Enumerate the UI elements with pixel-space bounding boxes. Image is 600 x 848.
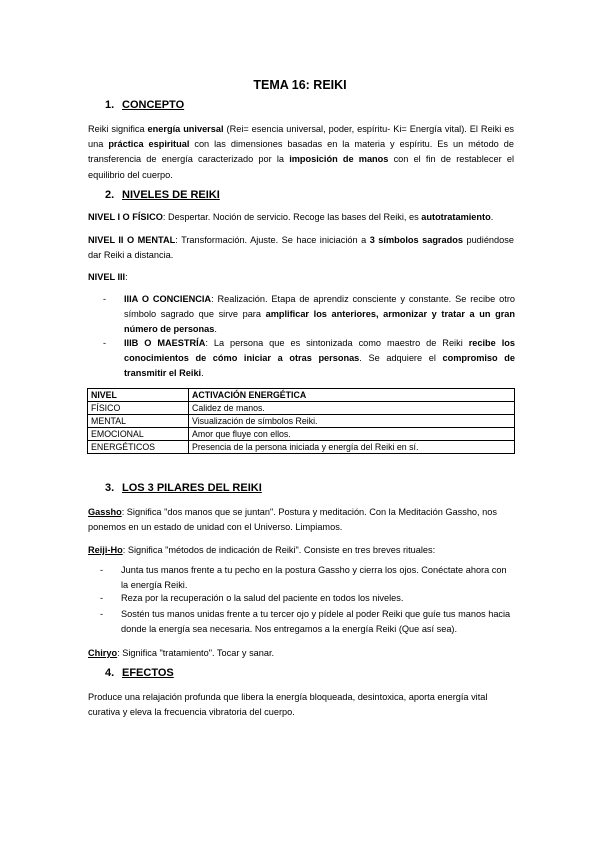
efectos-paragraph: Produce una relajación profunda que libera la energía bloqueada, desintoxica, aporta energía vital curativa y eleva la frecuencia vibratoria del cuerpo. <box>88 692 488 718</box>
table-cell: FÍSICO <box>88 402 189 415</box>
reiji-ho-paragraph: Reiji-Ho: Significa "métodos de indicación de Reiki". Consiste en tres breves rituales: <box>88 545 436 555</box>
table-cell: ENERGÉTICOS <box>88 441 189 454</box>
list-item-nivel-3b: - IIIB O MAESTRÍA: La persona que es sintonizada como maestro de Reiki recibe los conocimientos de cómo iniciar a otras personas. Se adquiere el compromiso de transmitir el Reiki. <box>103 338 516 379</box>
nivel-2-paragraph: NIVEL II O MENTAL: Transformación. Ajuste. Se hace iniciación a 3 símbolos sagrados pudiéndose dar Reiki a distancia. <box>88 235 514 261</box>
table-cell: Amor que fluye con ellos. <box>189 428 515 441</box>
niveles-table <box>87 388 515 454</box>
table-row <box>88 428 515 441</box>
nivel-1-paragraph: NIVEL I O FÍSICO: Despertar. Noción de servicio. Recoge las bases del Reiki, es autotratamiento. <box>88 212 494 222</box>
list-item: - Junta tus manos frente a tu pecho en la postura Gassho y cierra los ojos. Conéctate ahora con la energía Reiki. <box>100 565 507 591</box>
table-row <box>88 402 515 415</box>
list-item: - Reza por la recuperación o la salud del paciente en todos los niveles. <box>100 593 404 603</box>
document-title: TEMA 16: REIKI <box>253 78 347 92</box>
table-row <box>88 441 515 454</box>
table-cell: Calidez de manos. <box>189 402 515 415</box>
section-heading-concepto: 1. CONCEPTO <box>105 99 185 111</box>
section-heading-pilares: 3. LOS 3 PILARES DEL REIKI <box>105 482 262 494</box>
list-item: - Sostén tus manos unidas frente a tu tercer ojo y pídele al poder Reiki que guíe tus manos hacia donde la energía sea necesaria. Nos entregamos a la energía Reiki (Que así sea). <box>100 609 511 635</box>
section-heading-niveles: 2. NIVELES DE REIKI <box>105 189 220 201</box>
section-heading-efectos: 4. EFECTOS <box>105 667 174 679</box>
table-cell: MENTAL <box>88 415 189 428</box>
table-header-cell: NIVEL <box>88 389 189 402</box>
table-header-cell: ACTIVACIÓN ENERGÉTICA <box>189 389 515 402</box>
table-row <box>88 415 515 428</box>
table-cell: EMOCIONAL <box>88 428 189 441</box>
list-item-nivel-3a: - IIIA O CONCIENCIA: Realización. Etapa de aprendiz consciente y constante. Se recibe otro símbolo sagrado que sirve para amplificar los anteriores, armonizar y tratar a un gran número de personas. <box>103 294 516 335</box>
concepto-paragraph: Reiki significa energía universal (Rei= esencia universal, poder, espíritu- Ki= Energía vital). El Reiki es una práctica espiritual con las dimensiones basadas en la materia y espíritu. Es un método de transferencia de energía caracterizado por la imposición de manos con el fin de restablecer el equilibrio del cuerpo. <box>88 124 515 180</box>
table-cell: Visualización de símbolos Reiki. <box>189 415 515 428</box>
table-cell: Presencia de la persona iniciada y energía del Reiki en sí. <box>189 441 515 454</box>
chiryo-paragraph: Chiryo: Significa "tratamiento". Tocar y sanar. <box>88 648 275 658</box>
gassho-paragraph: Gassho: Significa "dos manos que se juntan". Postura y meditación. Con la Meditación Gassho, nos ponemos en un estado de unidad con el Universo. Limpiamos. <box>88 507 497 533</box>
table-header-row <box>88 389 515 402</box>
nivel-3-paragraph: NIVEL III: <box>88 272 128 282</box>
